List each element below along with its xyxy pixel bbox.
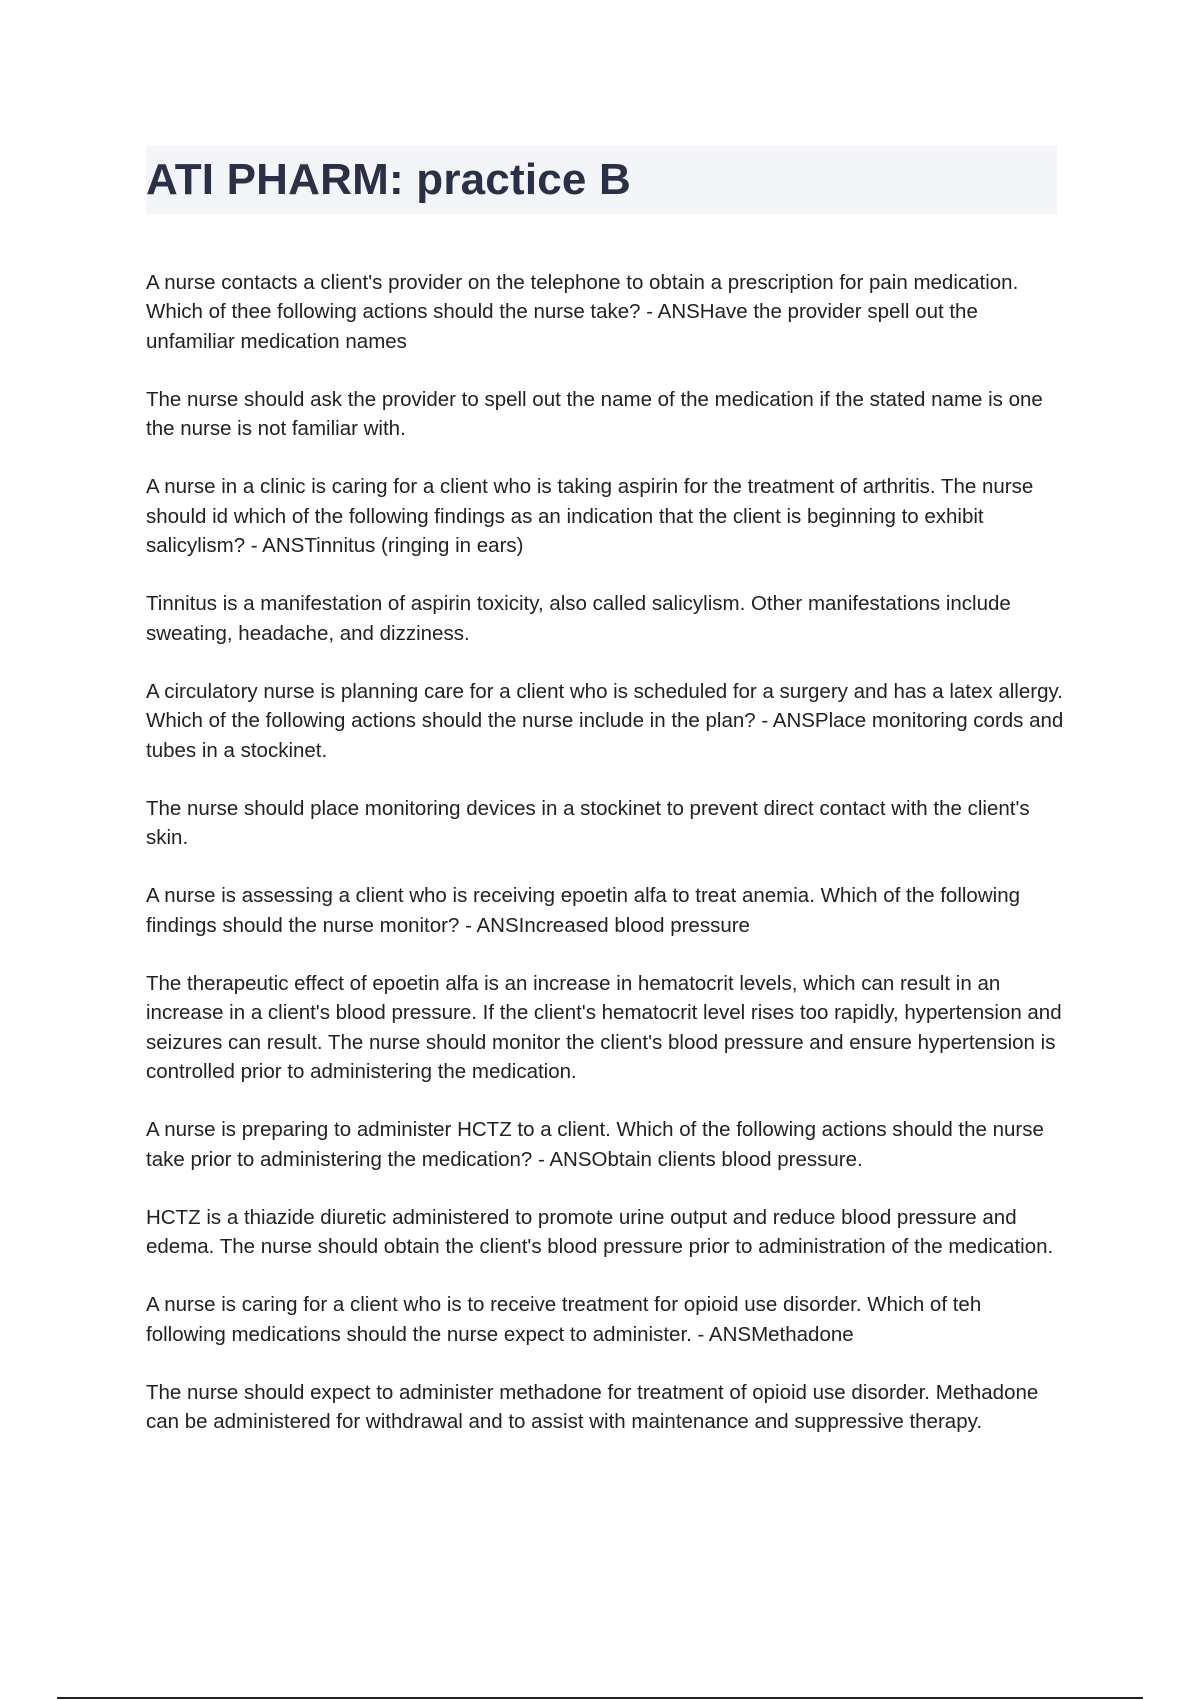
document-title: ATI PHARM: practice B (146, 155, 631, 204)
rationale-2: Tinnitus is a manifestation of aspirin toxicity, also called salicylism. Other manifestations include sweating, headache, and dizziness. (146, 592, 1011, 645)
rationale-3: The nurse should place monitoring devices in a stockinet to prevent direct contact with the client's skin. (146, 796, 1030, 850)
title-banner (146, 146, 1057, 214)
footer-divider (57, 1697, 1143, 1699)
question-5: A nurse is preparing to administer HCTZ to a client. Which of the following actions should the nurse take prior to administering the medication? - ANSObtain clients blood pressure. (146, 1118, 1044, 1171)
rationale-1: The nurse should ask the provider to spell out the name of the medication if the stated name is one the nurse is not familiar with. (146, 387, 1043, 441)
question-1: A nurse contacts a client's provider on the telephone to obtain a prescription for pain medication. Which of thee following actions should the nurse take? - ANSHave the provider spell out the unfamiliar medication names (146, 271, 1019, 353)
document-body (146, 268, 1066, 1466)
question-2: A nurse in a clinic is caring for a client who is taking aspirin for the treatment of arthritis. The nurse should id which of the following findings as an indication that the client is beginning to exhibit salicylism? - ANSTinnitus (ringing in ears) (146, 475, 1034, 558)
rationale-4: The therapeutic effect of epoetin alfa is an increase in hematocrit levels, which can result in an increase in a client's blood pressure. If the client's hematocrit level rises too rapidly, hypertension and seizures can result. The nurse should monitor the client's blood pressure and ensure hypertension is controlled prior to administering the medication. (146, 972, 1062, 1083)
rationale-6: The nurse should expect to administer methadone for treatment of opioid use disorder. Methadone can be administered for withdrawal and to assist with maintenance and suppressive therapy. (146, 1381, 1039, 1434)
question-3: A circulatory nurse is planning care for a client who is scheduled for a surgery and has a latex allergy. Which of the following actions should the nurse include in the plan? - ANSPlace monitoring cords and tubes in a stockinet. (146, 679, 1064, 762)
question-4: A nurse is assessing a client who is receiving epoetin alfa to treat anemia. Which of the following findings should the nurse monitor? - ANSIncreased blood pressure (146, 884, 1020, 937)
rationale-5: HCTZ is a thiazide diuretic administered to promote urine output and reduce blood pressure and edema. The nurse should obtain the client's blood pressure prior to administration of the medication. (146, 1205, 1054, 1259)
question-6: A nurse is caring for a client who is to receive treatment for opioid use disorder. Which of teh following medications should the nurse expect to administer. - ANSMethadone (146, 1293, 982, 1346)
